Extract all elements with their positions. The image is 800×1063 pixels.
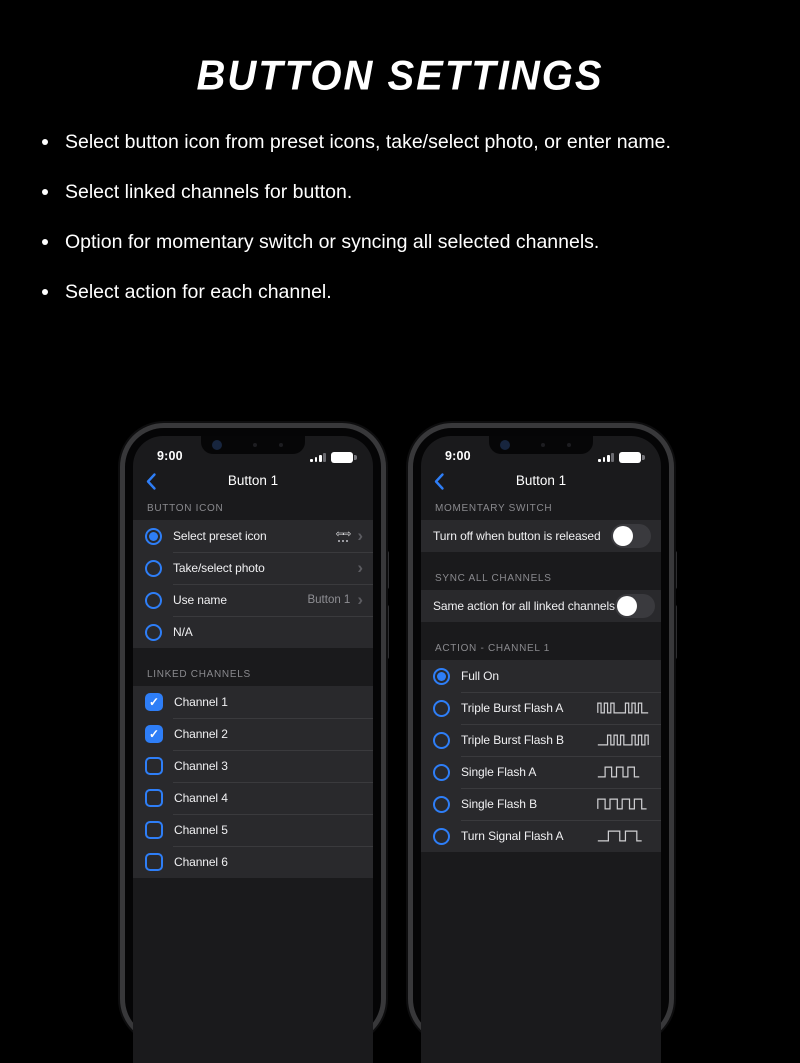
status-bar bbox=[133, 436, 373, 465]
row-triple-burst-flash-b[interactable] bbox=[421, 724, 661, 756]
row-na[interactable] bbox=[133, 616, 373, 648]
chevron-right-icon bbox=[357, 527, 363, 545]
row-label: Triple Burst Flash B bbox=[461, 733, 564, 747]
waveform-icon bbox=[597, 732, 649, 748]
sensor-dot-icon bbox=[253, 443, 257, 447]
toggle-knob bbox=[613, 526, 633, 546]
row-sync-toggle[interactable] bbox=[421, 590, 661, 622]
waveform-icon bbox=[597, 828, 649, 844]
row-label: Channel 3 bbox=[174, 759, 228, 773]
row-channel-1[interactable] bbox=[133, 686, 373, 718]
row-label: Full On bbox=[461, 669, 499, 683]
radio-icon[interactable] bbox=[433, 764, 450, 781]
row-select-preset-icon[interactable] bbox=[133, 520, 373, 552]
radio-icon[interactable] bbox=[433, 732, 450, 749]
bullet-item bbox=[42, 280, 800, 304]
bullet-item bbox=[42, 180, 800, 204]
radio-selected-icon[interactable] bbox=[145, 528, 162, 545]
row-single-flash-b[interactable] bbox=[421, 788, 661, 820]
radio-icon[interactable] bbox=[433, 700, 450, 717]
section-header: ACTION - CHANNEL 1 bbox=[435, 643, 551, 654]
row-label: Channel 4 bbox=[174, 791, 228, 805]
radio-icon[interactable] bbox=[145, 592, 162, 609]
row-label: Turn Signal Flash A bbox=[461, 829, 564, 843]
section-header: LINKED CHANNELS bbox=[147, 669, 251, 680]
nav-bar bbox=[133, 465, 373, 496]
phone-screen bbox=[421, 436, 661, 1063]
waveform-icon bbox=[597, 700, 649, 716]
row-triple-burst-flash-a[interactable] bbox=[421, 692, 661, 724]
row-label: Take/select photo bbox=[173, 561, 265, 575]
bullet-text: Option for momentary switch or syncing all selected channels. bbox=[65, 231, 600, 253]
sensor-dot-icon bbox=[567, 443, 571, 447]
row-label: Single Flash B bbox=[461, 797, 537, 811]
row-channel-2[interactable] bbox=[133, 718, 373, 750]
row-label: Triple Burst Flash A bbox=[461, 701, 564, 715]
bullet-text: Select action for each channel. bbox=[65, 281, 332, 303]
phone-screen bbox=[133, 436, 373, 1063]
bullet-dot-icon bbox=[42, 289, 48, 295]
row-label: Use name bbox=[173, 593, 227, 607]
section-header: MOMENTARY SWITCH bbox=[435, 503, 553, 514]
row-channel-4[interactable] bbox=[133, 782, 373, 814]
turn-arrows-icon bbox=[336, 531, 351, 542]
row-full-on[interactable] bbox=[421, 660, 661, 692]
status-time: 9:00 bbox=[157, 449, 183, 463]
channel-list bbox=[133, 686, 373, 878]
row-label: Turn off when button is released bbox=[433, 529, 601, 543]
chevron-left-icon bbox=[434, 473, 444, 490]
section-header: BUTTON ICON bbox=[147, 503, 224, 514]
radio-icon[interactable] bbox=[145, 560, 162, 577]
nav-title: Button 1 bbox=[515, 473, 567, 488]
notch bbox=[489, 436, 593, 454]
status-time: 9:00 bbox=[445, 449, 471, 463]
toggle-knob bbox=[617, 596, 637, 616]
row-label: Channel 5 bbox=[174, 823, 228, 837]
row-label: Select preset icon bbox=[173, 529, 267, 543]
row-momentary-toggle[interactable] bbox=[421, 520, 661, 552]
checkbox-checked-icon[interactable] bbox=[145, 725, 163, 743]
bullet-dot-icon bbox=[42, 189, 48, 195]
row-use-name[interactable] bbox=[133, 584, 373, 616]
row-label: Channel 1 bbox=[174, 695, 228, 709]
toggle-switch-off[interactable] bbox=[611, 524, 651, 548]
chevron-right-icon bbox=[357, 559, 363, 577]
bullet-text: Select button icon from preset icons, take/select photo, or enter name. bbox=[65, 131, 671, 153]
sensor-dot-icon bbox=[541, 443, 545, 447]
section-sync-all-channels bbox=[421, 552, 661, 622]
status-bar bbox=[421, 436, 661, 465]
checkbox-icon[interactable] bbox=[145, 789, 163, 807]
chevron-left-icon bbox=[146, 473, 156, 490]
bullet-dot-icon bbox=[42, 139, 48, 145]
radio-selected-icon[interactable] bbox=[433, 668, 450, 685]
nav-bar bbox=[421, 465, 661, 496]
option-list bbox=[133, 520, 373, 648]
bullet-item bbox=[42, 130, 800, 154]
radio-icon[interactable] bbox=[433, 796, 450, 813]
camera-icon bbox=[212, 440, 222, 450]
camera-icon bbox=[500, 440, 510, 450]
section-linked-channels bbox=[133, 648, 373, 878]
section-action-channel-1 bbox=[421, 622, 661, 852]
sensor-dot-icon bbox=[279, 443, 283, 447]
row-turn-signal-flash-a[interactable] bbox=[421, 820, 661, 852]
checkbox-icon[interactable] bbox=[145, 853, 163, 871]
checkbox-checked-icon[interactable] bbox=[145, 693, 163, 711]
back-button[interactable] bbox=[434, 472, 448, 490]
battery-icon bbox=[331, 452, 353, 463]
chevron-right-icon bbox=[357, 591, 363, 609]
section-momentary-switch bbox=[421, 496, 661, 552]
battery-icon bbox=[619, 452, 641, 463]
cellular-signal-icon bbox=[310, 453, 326, 463]
nav-title: Button 1 bbox=[227, 473, 279, 488]
row-channel-6[interactable] bbox=[133, 846, 373, 878]
page-title: BUTTON SETTINGS bbox=[196, 53, 604, 99]
checkbox-icon[interactable] bbox=[145, 821, 163, 839]
bullet-item bbox=[42, 230, 800, 254]
phone-right bbox=[408, 423, 674, 1043]
action-list bbox=[421, 660, 661, 852]
notch bbox=[201, 436, 305, 454]
row-channel-3[interactable] bbox=[133, 750, 373, 782]
section-header: SYNC ALL CHANNELS bbox=[435, 573, 552, 584]
row-value: Button 1 bbox=[307, 594, 351, 606]
row-single-flash-a[interactable] bbox=[421, 756, 661, 788]
back-button[interactable] bbox=[146, 472, 160, 490]
checkbox-icon[interactable] bbox=[145, 757, 163, 775]
radio-icon[interactable] bbox=[433, 828, 450, 845]
row-label: N/A bbox=[173, 625, 193, 639]
cellular-signal-icon bbox=[598, 453, 614, 463]
row-label: Channel 2 bbox=[174, 727, 228, 741]
row-label: Channel 6 bbox=[174, 855, 228, 869]
phone-left bbox=[120, 423, 386, 1043]
waveform-icon bbox=[597, 796, 649, 812]
phone-mockups bbox=[0, 423, 800, 869]
waveform-icon bbox=[597, 764, 649, 780]
row-label: Single Flash A bbox=[461, 765, 537, 779]
bullet-text: Select linked channels for button. bbox=[65, 181, 353, 203]
radio-icon[interactable] bbox=[145, 624, 162, 641]
section-button-icon bbox=[133, 496, 373, 648]
toggle-switch-off[interactable] bbox=[615, 594, 655, 618]
feature-bullet-list bbox=[42, 130, 800, 304]
bullet-dot-icon bbox=[42, 239, 48, 245]
row-take-select-photo[interactable] bbox=[133, 552, 373, 584]
row-channel-5[interactable] bbox=[133, 814, 373, 846]
row-label: Same action for all linked channels bbox=[433, 599, 615, 613]
